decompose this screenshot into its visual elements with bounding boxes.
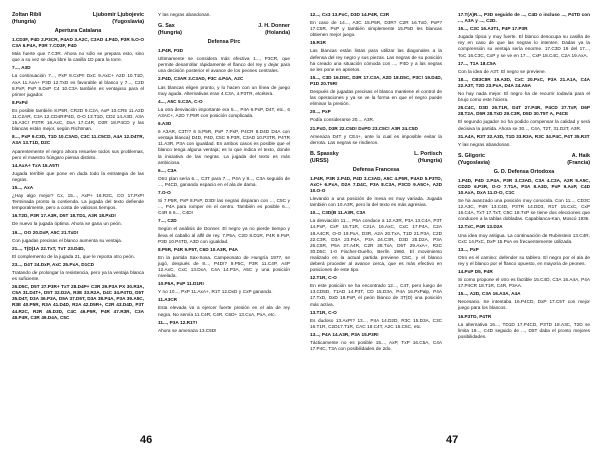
right-page-column-2 (458, 12, 590, 342)
commentary-paragraph: Después de jugadas precisas el blanco mantiene el control de las operaciones y ya se ve la forma en que el negro puede eliminar la presión. (310, 89, 442, 107)
commentary-paragraph: En caso de 14..., A3C 15.P5R, D3R? C2R 16.TxD, PxP? 17.C5R, PxP y también simplemente 15.P5D les blancas obtienen mejor juego. (310, 20, 442, 38)
move-sequence: 12.T1R, C-O (310, 275, 337, 281)
move-sequence: 15..., C3C 16.A3T1, P4P 17.P3R (458, 26, 528, 32)
move-sequence: 1.P4D, P4D 2.P4A, P3R 3.C3AD, C3A 4.C3A, A2R 5.A5C, CD2D 6.P3R, O-O 7.T1A, P3A 8.A3D, PxP 9.AxP, C4D 10.AxA, DxA 11.O-O, C1C (458, 177, 590, 195)
header-right: (Holanda) (265, 30, 290, 37)
annotation-body (310, 12, 442, 352)
header-right: (Francia) (567, 159, 590, 166)
header-left: B. Spassky (310, 150, 339, 157)
right-page (300, 0, 600, 452)
move-sequence: 31.A4A, R3T 32.A3D, T1D 33.R3A, R3C 34.P4C, P4T 35.R3T (458, 133, 590, 139)
white-player: Zoltan Ribli (12, 12, 42, 18)
commentary-paragraph: Llevando a una posición de mesa es muy variada. Jugada también con 10.A3R, pero la del texto es más agresiva. (310, 196, 442, 208)
commentary-paragraph: Y no 10..., PxP 11.AxA+, R1T 12.DxD y CxP ganando. (158, 289, 273, 295)
commentary-paragraph: Otro es el camino: defender su tablero. El negro por el ala de rey y el blanco por el flanco opuesto, en mayoría de peones. (458, 254, 590, 266)
right-page-column-1 (310, 12, 442, 354)
commentary-paragraph: En este posición se ha encontrado 12..., C4T, pero luego de 13.CD5D, T1AD 14.P3T, CD 15.D3A, P4A 16.PxPalp, P4A 17.TxD, DxD 18.PxP, el peón blanco de 3T(D) una posición más activa. (310, 283, 442, 307)
commentary-paragraph: Tratando de prolongar la resistencia, pero ya la ventaja blanca es suficiente. (12, 270, 144, 282)
commentary-paragraph: Podía considerarse 20..., A3R. (310, 117, 375, 123)
left-page-column-1 (12, 12, 144, 323)
black-country: (Yugoslavia) (112, 19, 144, 25)
move-sequence: 26.D5C, D5T 27.P3R+ TxT 28.D4P+ C3R 29.P3A PX 30.R3A, C5A 31.D4T+, D5T 32.D2A, R3E 33.R2A, D4C 34.P4TD, D5T 35.D4T, D3A 36.P3A, D5A 37.D5T, D3A 38.P4A, P3A 39.A5C, R3E 40.P5R, R3A 41.D4D, R2A 42.D5R+, C2R 43.D4D, P3T 44.R2C, R2R 45.D3D, C4C 46.P5R, P4R 47.R3R, C3A 48.P4R, C3R 49.D4A, C5C (12, 284, 144, 320)
header-left: G. Sax (158, 23, 175, 30)
header-right: L. Portisch (414, 150, 442, 157)
game-header-line (310, 158, 442, 165)
move-sequence: 10..., C3D(B 11.A3R, C3A (310, 210, 366, 216)
annotation-body (158, 12, 290, 334)
move-sequence: 11..., P3A 12.R1T! (158, 319, 198, 325)
commentary-paragraph: Amenaza D4T y CE4+, ante lo cual es imposible evitar la derrota. Las negras se rindieron. (310, 133, 442, 145)
move-sequence: 14.AxA+ TxA 15.A5T! (12, 162, 60, 168)
commentary-paragraph: De nuevo la jugada óptima. Ahora se gana un peón. (12, 221, 122, 227)
move-sequence: 7..., C2D (158, 218, 177, 224)
commentary-paragraph: Y las negras abandonan. (458, 141, 511, 147)
commentary-paragraph: Jugada típica y muy fuerte. El blanco desocupa su casilla de rey en caso de que las negras lo intenten. Dadas ya la comprensión su ventaja sería enorme. 17.C3D 19 del 17..., ToC 16.C3C, CxP y se ve en 17..., CxP 18.C4C, C2A 19.AxA. (458, 34, 590, 58)
commentary-paragraph: Esta elevada va a ejercer fuerte presión en el ala de rey negra. No servía 11.C4R, C4R, C6D+ 13.CxA, PxA, etc. (158, 305, 290, 317)
move-sequence: 25.C4C, D3D 26.T1R, D4T 27.P4R, P4CD 27.TxP, D6P 28.T2A, D5R 28.TxD 29.C3R, D5D 30.T5T A, P4CE (458, 105, 590, 117)
commentary-paragraph: Necesario. Se intentaba 16.P4CD, DxP 17.C5T con mejor juego para los blancos. (458, 299, 590, 311)
page-number: 47 (446, 434, 459, 446)
white-country: (Hungria) (12, 19, 36, 25)
header-right: A. Haik (571, 152, 590, 159)
commentary-paragraph: Una idea muy antigua. La continuación de Rubinstein 13.C4R, CxC 14.PxC, DxP 15.PxA es frecuentemente utilizada. (458, 232, 590, 244)
move-sequence: 13.T1R, C-O (310, 309, 337, 315)
commentary-paragraph: Las blancas eligen pronto, y lo hacen con un línea de juego muy aguda. Alternativas eran 4.C3A, 4.P3TR, etcétera. (158, 84, 290, 96)
move-sequence: 1.P4R, P3D (158, 48, 183, 54)
move-sequence: 8..., PxP 9.C3D, T1D 10.C3AD, C3C 11.C5CD, A4A 12.D4TR, A3A 13.T1D, D2C (12, 134, 144, 146)
move-sequence: 2.P4D, C3AR 3.C3AD, P3C 4.P4A, A2C (158, 76, 244, 82)
header-left: (Yugoslavia) (458, 159, 490, 166)
move-sequence: 8.P5R, P4R 9.P5T, C6D 10.A3R, P4A (158, 246, 238, 252)
header-left: S. Gligoric (458, 152, 485, 159)
opening-name: Apertura Catalana (54, 28, 102, 34)
game-header-line (310, 151, 442, 158)
move-sequence: 12..., Cx3 13.PxC, D3D 14.P4R, C2R (310, 12, 390, 17)
move-sequence: 19..., OO 20.DxP, A5C 21.TxD! (12, 229, 79, 235)
move-sequence: 16.P3TD, P4TR (458, 313, 492, 319)
opening-name: Defensa Francesa (352, 166, 400, 173)
header-right: (Hungría) (418, 157, 442, 164)
move-sequence: 14.PxP D5, P4R (458, 269, 493, 274)
commentary-paragraph: Tácticamente no es posible 15..., AxP, TxP 16.C5A, C4A 17.P4C, T3A con posibilidades de 2do. (310, 340, 442, 352)
opening-name: Defensa Pirc (207, 39, 241, 46)
commentary-paragraph: Y las negras abandonan. (158, 12, 211, 17)
commentary-paragraph: Es posible también 8.P5R, CR2D 9.C2A, AxP 10.CR5 11.A2D 11.C2AR, C3A 12.CD4R!P4D, O-O 13.T1D, CD2 14.A3D, A3A 15.A3C! P3TR 16.AxC, DxA 17.C4R, D2R 18.P4CD y las blancas están mejor, según Richtman. (12, 107, 144, 132)
move-sequence: 20..., PxP (310, 109, 331, 115)
move-sequence: 10.P5A, PxP 11.D1R! (158, 281, 204, 287)
move-sequence: 17..., T1A 18.C5A (458, 60, 497, 66)
commentary-paragraph: Si como propone el otro es factible 15.C4D, C3A 16.A4A, P4A 17.P4CR 18.T1R, C4R, P3AA. (458, 277, 590, 289)
game-header-line (458, 160, 590, 167)
move-sequence: 12.TxC, P4R 13.D2A (458, 224, 503, 230)
game-header-line (158, 23, 290, 30)
game-header-countries (12, 19, 144, 26)
commentary-paragraph: Ultimamente se considera más efectiva 1..., P3CR, que permite desarrollar rápidamente el flanco del rey y dejar para una decisión posterior el avance de los peones centrales. (158, 56, 290, 74)
commentary-paragraph: Se ha avanzado una posición muy conocida. Con 11..., CD3C 12.A3C, P4R 13.C4D, P3TR 14.DD3, R1T 15.CxC, CxP 16.C4A, TxT 17.TxT, C5C 18.TxP se tiene dos elecciones que conducen a la tablas dobladas. Capablanca-Kan, Moscú 1936. (458, 198, 590, 222)
commentary-paragraph: Otro plan sería 6..., C3T para 7..., P4A y 8..., C3A seguido de ..., P4CD, ganando espacio en el ala de dama. (158, 175, 290, 187)
commentary-paragraph: Ahora se amenaza 13.C5D! (158, 327, 217, 333)
move-sequence: 1.CD3F, P4D 2.P3CR, P4AD 3.A2C, C3AD 4.P4D, P3R 5.O-O C3A 6.P4A, P3R 7.CD3F, P4D (12, 37, 144, 49)
move-sequence: 7.O-O (158, 189, 171, 195)
commentary-paragraph: Es dudoso 13.AxP!? 13..., P4A 14.D2D, R3C 15.D3A, C3C 16.T1R, C2D17.T1R, CAC 18.C4T, A2C 15.C5C, etc. (310, 317, 442, 329)
commentary-paragraph: Más fuerte que 7.C3R. Ahora no sólo se prepara esto, sino que a su vez se deja libre la casilla 1D para la torre. (12, 51, 144, 63)
move-sequence: 15..., AxA (12, 184, 34, 190)
move-sequence: 15..., C3D 16.D5C, D3R 17.C3A, A2D 18.D5C, P3C! 19.D4D, P1D 20.T5R! (310, 74, 442, 86)
commentary-paragraph: Según el análisis de Donner. El negro ya no pierde tiempo y lleva el caballo al alfil de rey. 7.P5A, C2D 8.D1R, P4R 9.PxP, P3D 10.P4TD, A3D con igualdad. (158, 226, 290, 244)
move-sequence: 4..., A5C 5.C3A, C-O (158, 98, 203, 104)
commentary-paragraph: Con jugadas precisas el blanco aumenta su ventaja. (12, 237, 123, 243)
commentary-paragraph: ¿Hay algo mejor? Cx, 15..., AxP+ 16.R2C, CO 17.PxP! Terminada pronto la contienda. La jugada del texto defiende temporalmente, pero a costa de valiosos tiempos. (12, 193, 144, 211)
move-sequence: 16.T2D, P3R 17.A3R, D5T 18.TD1, A3R 18.PxD! (12, 213, 116, 219)
commentary-paragraph: Las blancas están listas para utilizar las diagonales a la defensa del rey negro y sus piezas. Las negras de su posición ha creado una situación cómoda con ..., P4D y a las negras se les pone en aprietos. (310, 48, 442, 72)
commentary-paragraph: La continuación 7..., PxP 8.CxP!! DxC 9.AxC+ A2D 10.T1D, AxA 11.AxA+ P3D 12.TxD es favorable al blanco y 7..., C2D 8.PxP, PxP 9.DxP C4 10.C3A también es ventajoso para el primer jugador. (12, 73, 144, 97)
move-sequence: 21..., T(D)1A 22.TxT, TxT 23.D4D, (12, 245, 85, 251)
commentary-paragraph: En la partida Sax-Sosa, Campeonato de Hungría 1977, se jugó, después de 8..., P4D!? 9.P5C, P3R 11.C4P, A4P 12.AxC, CxC 13.DxA, C4A 14.P3A, A5C y una posición nivelada. (158, 254, 290, 279)
move-sequence: 7..., A3D (12, 65, 31, 71)
commentary-paragraph: Con la idea de A3T. El negro se previene. (458, 68, 546, 74)
header-left: (Hungría) (158, 30, 182, 37)
game-header-line (458, 153, 590, 160)
commentary-paragraph: 6 A3AR, C3T!? 6 5.P5R, PxP 7.PxP, P4CR 8.D4D D4A con ventaja blanca) D4D, P4D, C5C 9.P3R, C3AD 10.P3TR, P4TR 11.A3R, P3A con igualdad. En ambos casos es posible que el blanco tenga alguna ventaja; es lo que indica el texto, donde la iniciativa de las negras. La jugada del texto es más ambiciosa. (158, 129, 290, 165)
commentary-paragraph: El complemento de la jugada 21, que le reporta otro peón. (12, 253, 135, 259)
commentary-paragraph: La desviación 11..., P5A conduce a 12.A3R, P3A 13.C4A, P3T 14.PxP, CxP 15.T1R, C21A 16.AxC, CxC 17.P4A, C2A 18.A4CR, O-O 19.PxA, D3R, A2A 20.TxA, T1D 21.P3A, C2D 22.C3R, D3A 23.P4A, P3A 24.C3R, D3D 25.D2A, P3A 26.C5R, P5A 27.A4R, C2R 28.TxA, D5T 29.AxA+, R2C 30.D5C 1-0 Fischer-Dueño, Berlín 1960. El movimiento realizado en la actual partida previene C5C, y el blanco deberá proceder al avance cerca, que es más efectivo en posiciones de este tipo. (310, 218, 442, 273)
commentary-paragraph: Si 7.P5R, PxP 8.PxP, D3D! las negras disparan con ..., C5C y ..., P4A para romper en el centro. También es posible 6..., C4R 6 6..., C4D! (158, 198, 290, 216)
annotation-body (12, 37, 144, 321)
move-sequence: 15..., A2D, C3A 16.A3A, A4A (458, 291, 521, 297)
move-sequence: 13..., P4A 14.A3R, P3A 15.P3R! (310, 331, 379, 337)
annotation-body (458, 12, 590, 340)
move-sequence: 1.P4R, P3R 2.P4D, P4D 3.C3AD, A5C 4.P5R, P4AD 5.P3TD, AxC+ 6.PxA, D2A 7.D4C, P3A 8.C3A, P3CD 9.A5C+, A2D 10.O-O (310, 175, 442, 193)
move-sequence: 6.A3D (158, 121, 172, 127)
move-sequence: 11.A3CR (158, 297, 178, 303)
move-sequence: 8.PxPd (12, 99, 28, 105)
commentary-paragraph: Jugada terrible que pone en duda todo la estrategia de las negras. (12, 170, 144, 182)
commentary-paragraph: La alternativa 16..., TD1D 17.P4CD, P3TD 18.A3C, T2D se limita 19..., C4D seguido de ..., D5T daba el pronto mejores posibilidades. (458, 321, 590, 339)
left-page-column-2 (158, 12, 290, 336)
page-number: 46 (140, 434, 153, 446)
commentary-paragraph: No hay nada mejor. El negro ha de recurrir todavía para el brujo como este hiciera. (458, 91, 590, 103)
move-sequence: 13..., PxP (458, 246, 479, 252)
commentary-paragraph: La otra desviación importante era 5..., P4A 6.PxP, D4T, etc., 6 A3AC+, A2D 7.P5R con posición complicada. (158, 106, 290, 118)
move-sequence: 18..., CB3C8R 19.A3D, CxC 20.PxC, P3A 21.A1A, C4A 22.A3T, T2D 23.PxA, D4A 24.A5A (458, 76, 590, 88)
commentary-paragraph: Aparentemente el negro ahora resuelve todos sus problemas, pero el maestro húngaro piensa distinto. (12, 148, 144, 160)
move-sequence: 15.R1R (310, 40, 326, 46)
commentary-paragraph: El segundo jugador no ha podido compensar la calidad y será decisiva la partida. Ahora se 30..., C4A, T2T, 31.D2T, A3R. (458, 119, 590, 131)
move-sequence: 6..., C3A (158, 167, 177, 173)
game-header-line (158, 30, 290, 37)
black-player: Ljubomir Ljubojevic (92, 12, 144, 18)
move-sequence: 17.T(A)R..., P3D seguido de ..., C4D o incluso ..., P4TD con ..., A3A y ..., C2D. (458, 12, 590, 24)
header-right: J. H. Donner (258, 23, 290, 30)
move-sequence: 23..., D4T 24.DxP, AxC 25.PxA, D1CD (12, 261, 95, 267)
move-sequence: 21.PxD, D3R 22.C5D! DxPD 23.C5C! A3R 24.C5D (310, 125, 418, 131)
game-header-players (12, 12, 144, 19)
header-left: (URSS) (310, 157, 329, 164)
opening-name: G. D. Defensa Ortodoxa (493, 168, 555, 175)
